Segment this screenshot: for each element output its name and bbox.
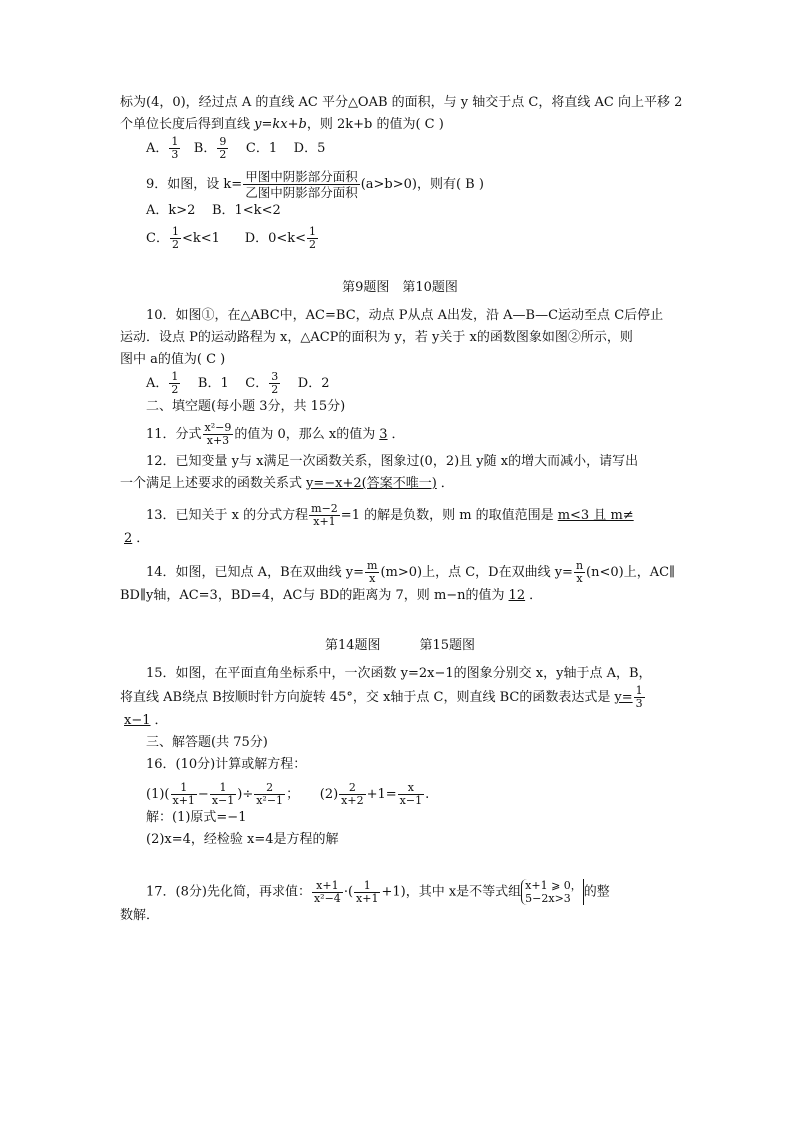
figure-caption-9-10: 第9题图 第10题图 bbox=[342, 280, 458, 295]
q16-p1-fraction1: $\frac{1}{x+1}$ bbox=[172, 781, 195, 807]
q12-answer: y=−x+2(答案不唯一) bbox=[306, 476, 437, 491]
q16-p2-fraction1: $\frac{2}{x+2}$ bbox=[341, 781, 364, 807]
q16-p2-fraction2: $\frac{x}{x-1}$ bbox=[399, 781, 423, 807]
q8-option-a-fraction: $\frac{1}{3}$ bbox=[171, 135, 179, 161]
q14-line1: 14．如图，已知点 A，B在双曲线 y= $\frac{m}{x}$ (m>0)上，点 C，D在双曲线 y= $\frac{n}{x}$ (n<0)上，AC∥ bbox=[146, 559, 676, 585]
q8-option-b-fraction: $\frac{9}{2}$ bbox=[219, 135, 227, 161]
q9-stem: 9．如图，设 k= $\frac{\text{甲图中阴影部分面积}}{\text{乙图中阴影部分面积}}$ (a>b>0)，则有( B ) bbox=[146, 169, 484, 200]
q16-p1-fraction2: $\frac{1}{x-1}$ bbox=[211, 781, 235, 807]
q15-answer-fraction: $\frac{1}{3}$ bbox=[635, 684, 643, 710]
q17-fraction1: $\frac{x+1}{\text{x²−4}}$ bbox=[313, 878, 341, 905]
exam-page bbox=[120, 92, 683, 927]
q10-option-d: D．2 bbox=[297, 376, 330, 391]
q14-fraction-n: $\frac{n}{x}$ bbox=[575, 559, 584, 585]
q13-line2: 2 ． bbox=[120, 528, 680, 550]
q9-option-d-fraction: $\frac{1}{2}$ bbox=[309, 225, 317, 251]
q11-fraction: $\frac{\text{x²−9}}{x+3}$ bbox=[204, 421, 232, 447]
q11: 11．分式 $\frac{\text{x²−9}}{x+3}$ 的值为 0，那么 x的值为 3 ． bbox=[146, 421, 405, 447]
q8-line1: 标为(4，0)，经过点 A 的直线 AC 平分△OAB 的面积，与 y 轴交于点 C，将直线 AC 向上平移 2 bbox=[120, 95, 683, 110]
q8-option-c: C．1 bbox=[245, 141, 278, 156]
q16-problems: (1)( $\frac{1}{x+1}$ − $\frac{1}{x-1}$ )÷ $\frac{2}{\text{x²−1}}$ ； (2) $\frac{2}{x+2}$ +1= $\frac{x}{x-1}$ . bbox=[146, 781, 430, 807]
q14-fraction-m: $\frac{m}{x}$ bbox=[367, 559, 378, 585]
q8-options bbox=[120, 136, 680, 161]
q14-answer: 12 bbox=[508, 588, 526, 603]
q10-line2: 运动．设点 P的运动路程为 x，△ACP的面积为 y，若 y关于 x的函数图象如图②所示，则 bbox=[120, 330, 633, 345]
q9-option-a: A．k>2 bbox=[146, 203, 196, 218]
q9-option-b: B．1<k<2 bbox=[211, 203, 281, 218]
q17-line2: 数解． bbox=[120, 908, 160, 923]
q9-fraction: $\frac{\text{甲图中阴影部分面积}}{\text{乙图中阴影部分面积}}$ bbox=[245, 169, 358, 200]
q15-line3: x−1 ． bbox=[120, 710, 680, 732]
q8-option-b-label: B． bbox=[193, 141, 217, 156]
q8-line2 bbox=[120, 114, 680, 136]
q17-line1: 17．(8分)先化简，再求值： $\frac{x+1}{\text{x²−4}}$ ·( $\frac{1}{x+1}$ +1)，其中 x是不等式组 x+1 ⩾ 0， 5−2x>3 的整 bbox=[146, 878, 610, 905]
q13-answer-part1: m<3 且 m≠ bbox=[557, 508, 634, 523]
q10-line1: 10．如图①，在△ABC中，AC=BC，动点 P从点 A出发，沿 A—B—C运动至点 C后停止 bbox=[146, 308, 664, 323]
q10-options: A． $\frac{1}{2}$ B．1 C． $\frac{3}{2}$ D．2 bbox=[146, 370, 330, 396]
q16-solution-2: (2)x=4，经检验 x=4是方程的解 bbox=[146, 832, 339, 847]
q17-inequality-system: x+1 ⩾ 0， 5−2x>3 bbox=[521, 879, 582, 905]
q10-option-b: B．1 bbox=[197, 376, 229, 391]
q15-answer-part1: y= $\frac{1}{3}$ bbox=[614, 684, 643, 710]
q16-title: 16．(10分)计算或解方程： bbox=[146, 757, 307, 772]
q13-answer-part2: 2 bbox=[124, 531, 133, 546]
q10-line3: 图中 a的值为( C ) bbox=[120, 352, 226, 367]
q8-text: 个单位长度后得到直线 bbox=[120, 117, 255, 132]
q15-line1: 15．如图，在平面直角坐标系中，一次函数 y=2x−1的图象分别交 x，y轴于点 A，B， bbox=[146, 666, 652, 681]
q8-option-a-label: A． bbox=[146, 141, 169, 156]
section-fill-in-heading: 二、填空题(每小题 3分，共 15分) bbox=[146, 399, 346, 414]
q8-equation: y=kx+b bbox=[254, 117, 307, 132]
q16-solution-1: 解：(1)原式=−1 bbox=[146, 810, 247, 825]
q9-option-c-fraction: $\frac{1}{2}$ bbox=[171, 225, 179, 251]
q15-line2: 将直线 AB绕点 B按顺时针方向旋转 45°，交 x轴于点 C，则直线 BC的函数表达式是 y= $\frac{1}{3}$ bbox=[120, 685, 680, 710]
q16-p1-fraction3: $\frac{2}{\text{x²−1}}$ bbox=[256, 781, 284, 807]
q8-option-d: D．5 bbox=[293, 141, 326, 156]
q8-answer: ，则 2k+b 的值为( C ) bbox=[306, 117, 444, 132]
q10-option-c-fraction: $\frac{3}{2}$ bbox=[271, 370, 279, 396]
q13-fraction: $\frac{m-2}{x+1}$ bbox=[311, 502, 338, 528]
q9-options-cd: C． $\frac{1}{2}$ <k<1 D．0<k< $\frac{1}{2}$ bbox=[146, 225, 317, 251]
q12-line1: 12．已知变量 y与 x满足一次函数关系，图象过(0，2)且 y随 x的增大而减小，请写出 bbox=[146, 454, 639, 469]
q10-option-a-fraction: $\frac{1}{2}$ bbox=[171, 370, 179, 396]
q11-answer: 3 bbox=[379, 427, 388, 442]
q15-answer-part2: x−1 bbox=[124, 713, 151, 728]
spacer bbox=[120, 851, 680, 873]
q9-options-ab bbox=[120, 200, 680, 222]
figure-caption-14-15: 第14题图 第15题图 bbox=[324, 638, 476, 653]
section-solve-heading: 三、解答题(共 75分) bbox=[146, 735, 268, 750]
q12-line2: 一个满足上述要求的函数关系式 y=−x+2(答案不唯一) ． bbox=[120, 476, 454, 491]
q14-line2: BD∥y轴，AC=3，BD=4，AC与 BD的距离为 7，则 m−n的值为 12 ． bbox=[120, 588, 543, 603]
q17-fraction2: $\frac{1}{x+1}$ bbox=[356, 878, 379, 905]
q13-line1: 13．已知关于 x 的分式方程 $\frac{m-2}{x+1}$ =1 的解是负数，则 m 的取值范围是 m<3 且 m≠ bbox=[120, 503, 680, 528]
